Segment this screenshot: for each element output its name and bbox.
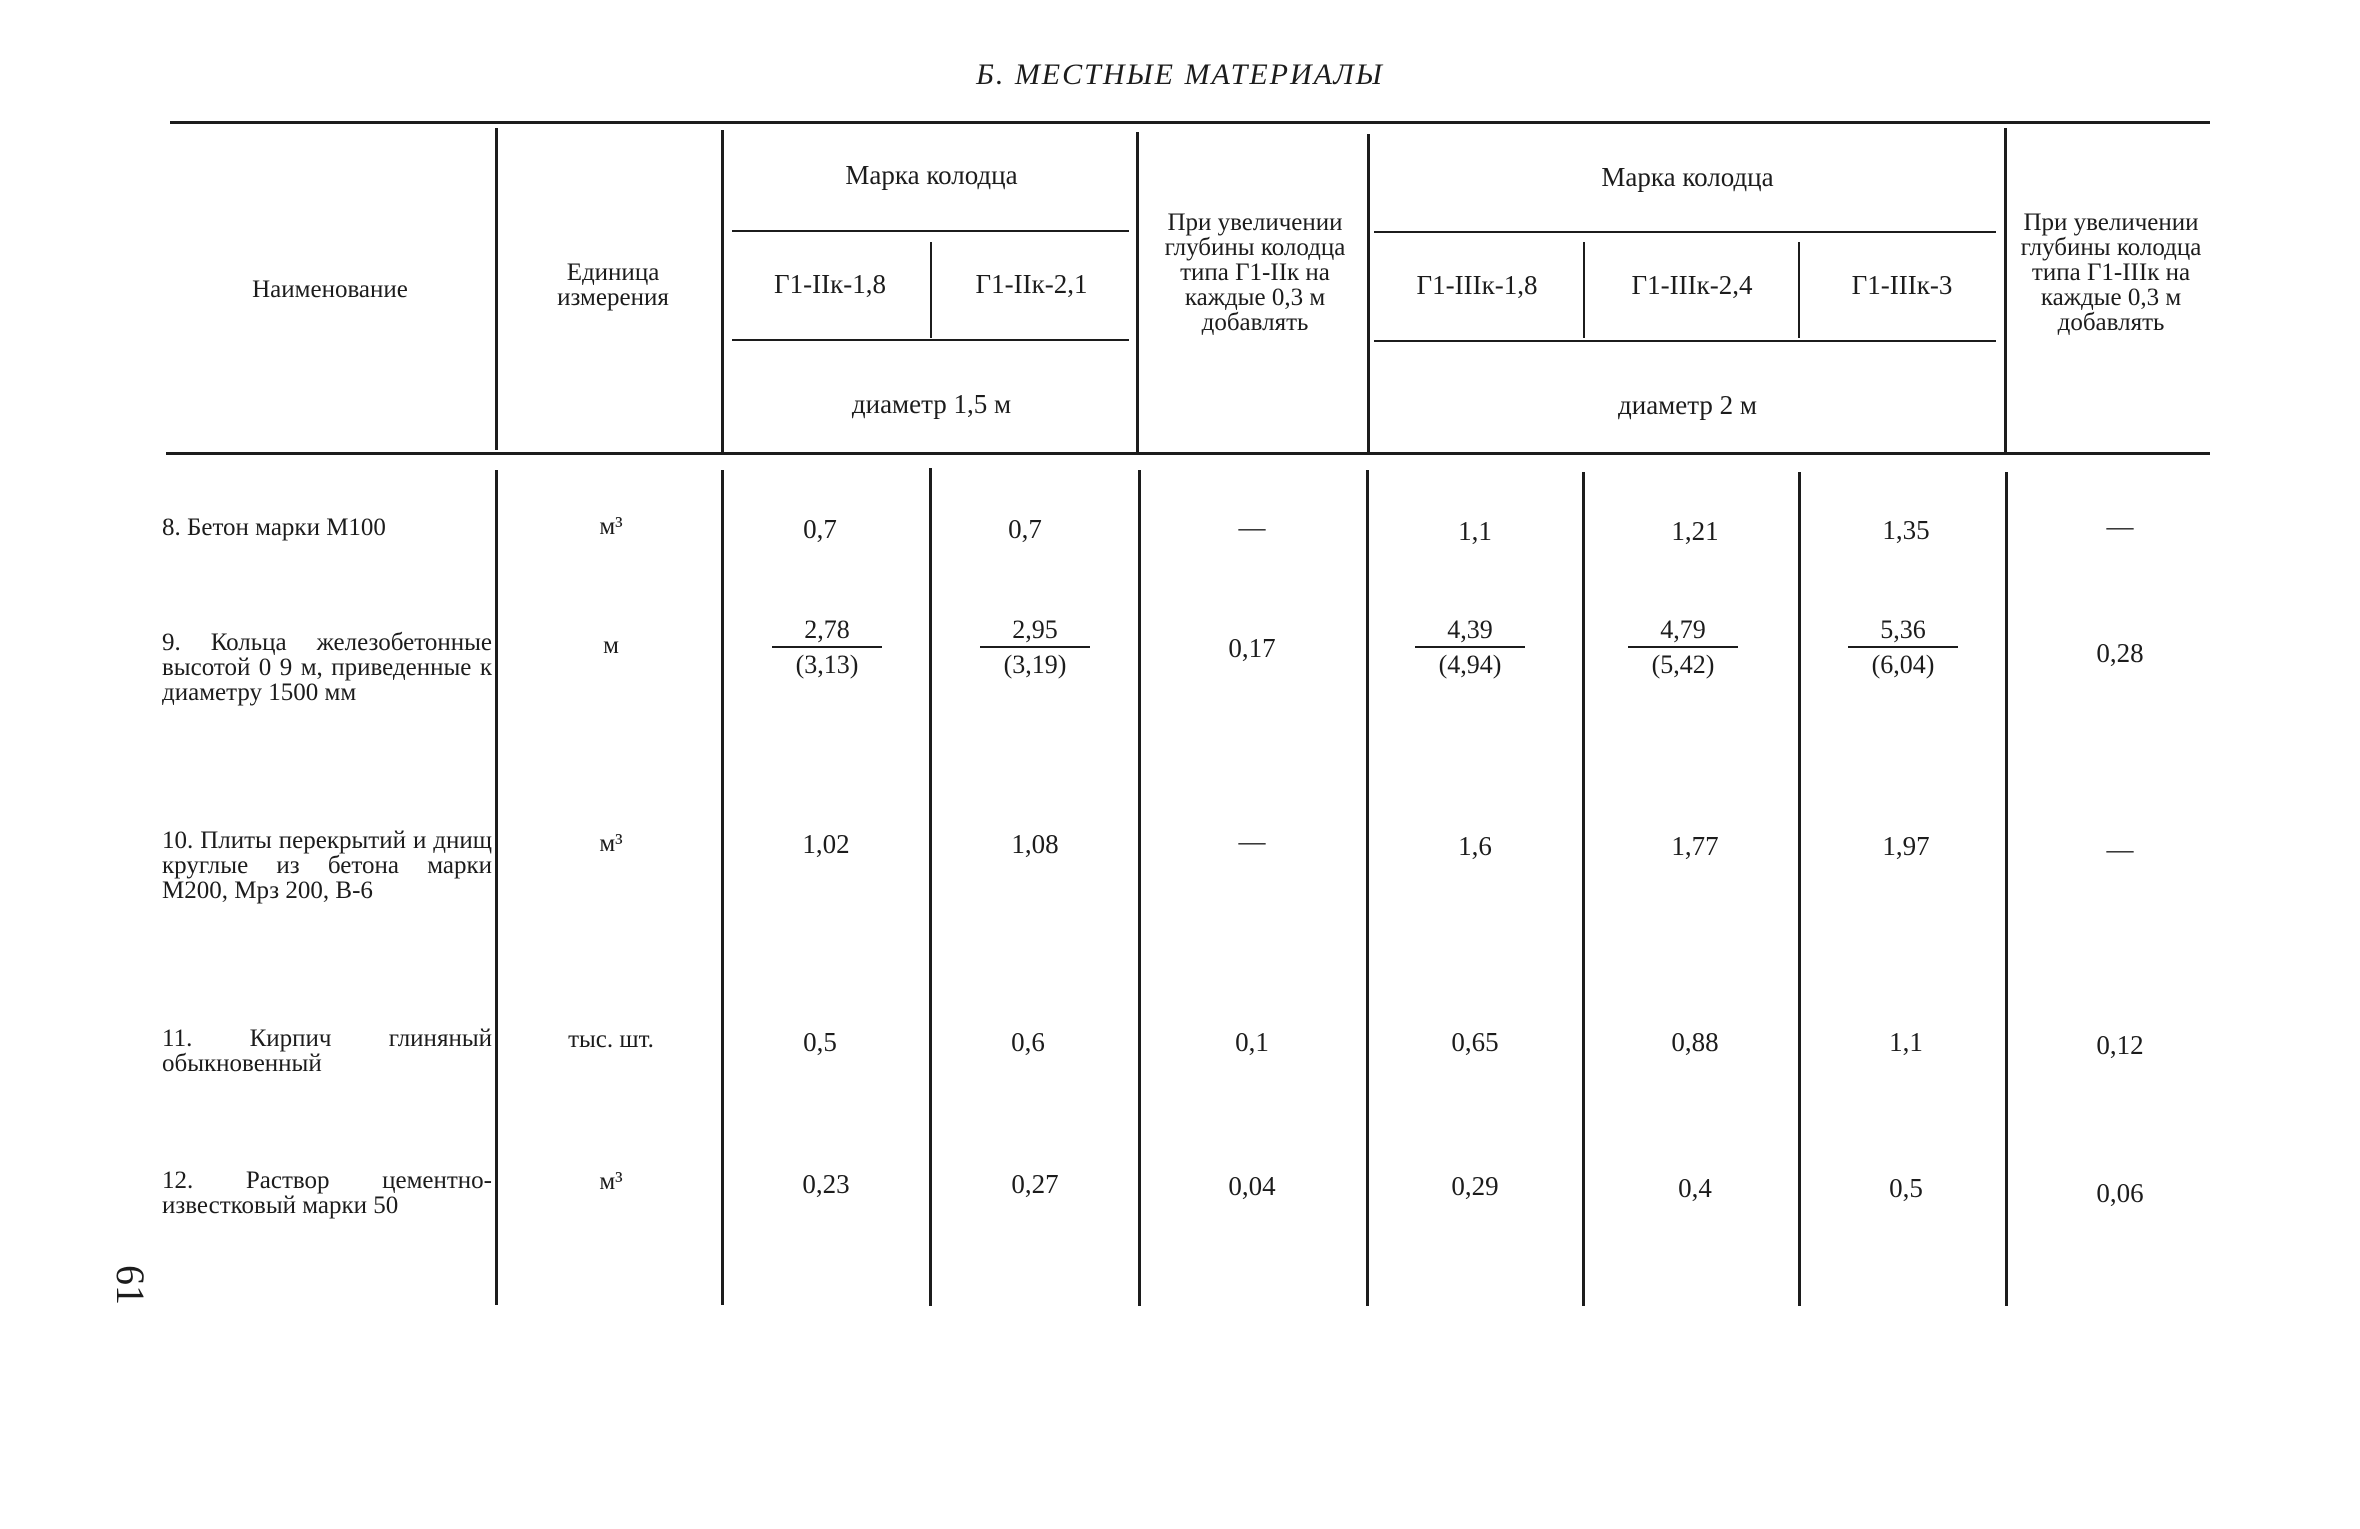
fraction-value [1838, 615, 1968, 680]
col-divider [1366, 470, 1369, 1306]
col-divider [721, 130, 724, 452]
cell-value: 0,7 [803, 514, 837, 544]
header-add-depth-1: При увеличении глубины колодца типа Г1-IIк на каждые 0,3 м добавлять [1164, 209, 1346, 336]
col-divider [2004, 128, 2007, 452]
fraction-numerator: 4,79 [1660, 615, 1706, 644]
cell-value: 1,1 [1458, 516, 1492, 546]
cell-value: 1,6 [1458, 831, 1492, 861]
header-diameter-1: диаметр 1,5 м [851, 389, 1012, 419]
fraction-denominator: (5,42) [1651, 650, 1715, 679]
fraction-bar [980, 646, 1090, 648]
cell-value: 0,65 [1451, 1027, 1499, 1057]
header-well-grade-1: Марка колодца [845, 160, 1018, 190]
header-code-g2-1: Г1-IIк-1,8 [774, 269, 886, 299]
header-code-g3-1: Г1-IIIк-1,8 [1416, 270, 1538, 300]
cell-value: 0,7 [1008, 514, 1042, 544]
fraction-value [970, 615, 1100, 680]
col-divider [929, 468, 932, 1306]
header-add-depth-2: При увеличении глубины колодца типа Г1-IIIк на каждые 0,3 м добавлять [2020, 209, 2202, 336]
cell-value: 1,77 [1671, 831, 1719, 861]
row-name: 12. Раствор цементно-известковый марки 50 [162, 1167, 492, 1219]
fraction-numerator: 4,39 [1447, 615, 1493, 644]
col-divider [1138, 470, 1141, 1306]
cell-value: 0,29 [1451, 1171, 1499, 1201]
fraction-denominator: (3,13) [795, 650, 859, 679]
col-divider [1367, 134, 1370, 454]
header-name: Наименование [252, 276, 408, 303]
col-divider [1798, 242, 1800, 338]
fraction-denominator: (3,19) [1003, 650, 1067, 679]
header-bottom-rule [166, 452, 2210, 455]
cell-value: 0,17 [1228, 633, 1276, 663]
col-divider [1136, 132, 1139, 454]
code-underline-1 [732, 339, 1129, 341]
row-name: 8. Бетон марки М100 [162, 514, 386, 541]
code-underline-2 [1374, 340, 1996, 342]
cell-value: — [1238, 512, 1266, 542]
col-divider [2005, 472, 2008, 1306]
cell-value: 0,06 [2096, 1178, 2144, 1208]
cell-value: 0,1 [1235, 1027, 1269, 1057]
row-name: 11. Кирпич глиняный обыкновенный [162, 1025, 492, 1077]
header-code-g2-2: Г1-IIк-2,1 [975, 269, 1088, 299]
fraction-value [1618, 615, 1748, 680]
col-divider [1583, 242, 1585, 338]
table-top-rule [170, 121, 2210, 124]
col-divider [495, 470, 498, 1305]
cell-value: — [1238, 826, 1266, 856]
row-unit: м³ [599, 513, 623, 540]
fraction-value [1405, 615, 1535, 680]
cell-value: 0,5 [1889, 1173, 1923, 1203]
fraction-bar [1628, 646, 1738, 648]
fraction-bar [1848, 646, 1958, 648]
fraction-numerator: 2,95 [1012, 615, 1058, 644]
fraction-numerator: 5,36 [1880, 615, 1926, 644]
fraction-bar [772, 646, 882, 648]
col-divider [930, 242, 932, 338]
row-unit: м³ [599, 1168, 623, 1195]
cell-value: 0,88 [1671, 1027, 1719, 1057]
fraction-denominator: (4,94) [1438, 650, 1502, 679]
cell-value: 1,21 [1671, 516, 1719, 546]
cell-value: 0,28 [2096, 638, 2144, 668]
col-divider [1582, 472, 1585, 1306]
header-well-grade-2: Марка колодца [1601, 162, 1774, 192]
cell-value: 0,12 [2096, 1030, 2144, 1060]
cell-value: 0,4 [1678, 1173, 1712, 1203]
row-unit: тыс. шт. [568, 1026, 654, 1053]
cell-value: 0,23 [802, 1169, 850, 1199]
cell-value: 0,5 [803, 1027, 837, 1057]
header-code-g3-3: Г1-IIIк-3 [1851, 270, 1953, 300]
cell-value: 1,08 [1011, 829, 1059, 859]
fraction-value [762, 615, 892, 680]
cell-value: 1,1 [1889, 1027, 1923, 1057]
row-name: 9. Кольца железобетонные высотой 0 9 м, приведенные к диаметру 1500 мм [162, 629, 492, 706]
cell-value: — [2106, 511, 2134, 541]
row-name: 10. Плиты перекрытий и днищ круглые из бетона марки М200, Мрз 200, В-6 [162, 827, 492, 904]
cell-value: 1,35 [1882, 515, 1930, 545]
cell-value: 1,97 [1882, 831, 1930, 861]
grade-underline-2 [1374, 231, 1996, 233]
col-divider [1798, 472, 1801, 1306]
page-number: 61 [108, 1265, 153, 1305]
header-unit: Единица измерения [557, 259, 669, 311]
header-diameter-2: диаметр 2 м [1618, 390, 1757, 420]
fraction-numerator: 2,78 [804, 615, 850, 644]
row-unit: м [603, 632, 619, 659]
fraction-denominator: (6,04) [1871, 650, 1935, 679]
cell-value: 0,04 [1228, 1171, 1276, 1201]
page-title: Б. МЕСТНЫЕ МАТЕРИАЛЫ [976, 58, 1384, 91]
col-divider [495, 128, 498, 450]
row-unit: м³ [599, 830, 623, 857]
cell-value: 0,6 [1011, 1027, 1045, 1057]
grade-underline-1 [732, 230, 1129, 232]
cell-value: 1,02 [802, 829, 850, 859]
cell-value: 0,27 [1011, 1169, 1059, 1199]
header-code-g3-2: Г1-IIIк-2,4 [1631, 270, 1753, 300]
fraction-bar [1415, 646, 1525, 648]
cell-value: — [2106, 834, 2134, 864]
